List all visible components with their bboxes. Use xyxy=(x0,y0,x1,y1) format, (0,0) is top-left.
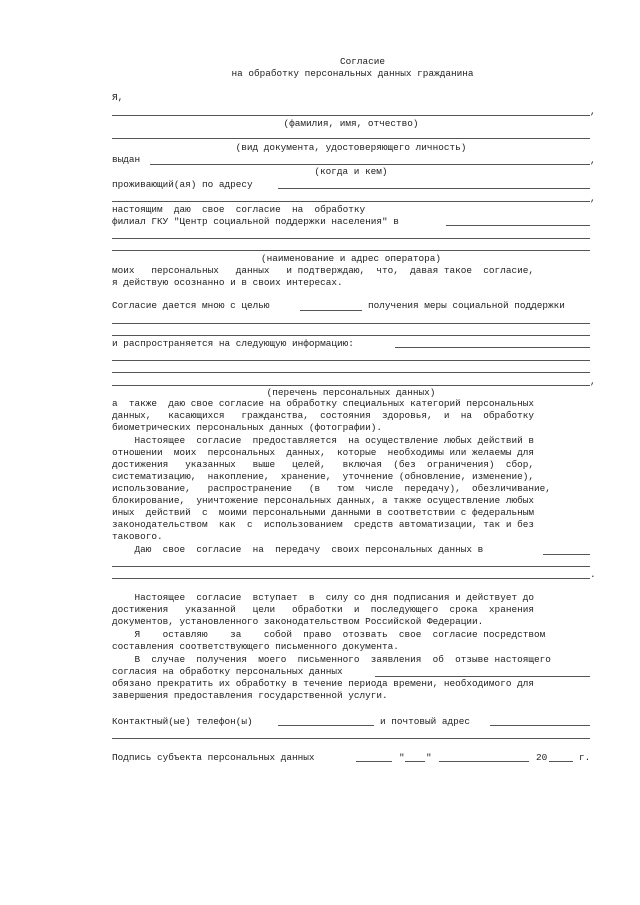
mail-field-2[interactable] xyxy=(112,738,590,739)
fio-caption: (фамилия, имя, отчество) xyxy=(283,118,419,129)
any-line-6: блокирование, уничтожение персональных данных, а также осуществление любых xyxy=(112,495,534,506)
quote-close: " xyxy=(426,752,432,763)
signature-label: Подпись субъекта персональных данных xyxy=(112,752,315,763)
year-prefix: 20 xyxy=(536,752,548,763)
any-line-1: Настоящее согласие предоставляется на осуществление любых действий в xyxy=(112,435,534,446)
signature-field[interactable] xyxy=(356,761,392,762)
any-line-2: отношении моих персональных данных, которые необходимы или желаемы для xyxy=(112,447,534,458)
any-line-3: достижения указанных выше целей, включая (без ограничения) сбор, xyxy=(112,459,534,470)
consent-line-2: филиал ГКУ "Центр социальной поддержки населения" в xyxy=(112,216,399,227)
transfer-blank[interactable] xyxy=(543,554,590,555)
purpose-tail: получения меры социальной поддержки xyxy=(368,300,565,311)
address-line-2[interactable] xyxy=(112,201,590,202)
year-suffix: г. xyxy=(579,752,591,763)
info-line-1[interactable] xyxy=(395,347,590,348)
phone-field[interactable] xyxy=(278,725,374,726)
pd-line-2: я действую осознанно и в своих интересах. xyxy=(112,277,343,288)
case-line-3: обязано прекратить их обработку в течение периода времени, необходимого для xyxy=(112,678,534,689)
comma: , xyxy=(590,155,596,166)
valid-line-1: Настоящее согласие вступает в силу со дня подписания и действует до xyxy=(112,592,534,603)
any-line-8: законодательством как с использованием средств автоматизации, так и без xyxy=(112,519,534,530)
operator-line-3[interactable] xyxy=(112,250,590,251)
any-line-9: такового. xyxy=(112,531,163,542)
special-line-3: биометрических персональных данных (фотографии). xyxy=(112,422,383,433)
consent-line-1: настоящим даю свое согласие на обработку xyxy=(112,204,366,215)
operator-line-2[interactable] xyxy=(112,238,590,239)
purpose-line-1[interactable] xyxy=(112,323,590,324)
case-blank[interactable] xyxy=(375,676,590,677)
info-line-3[interactable] xyxy=(112,372,590,373)
day-field[interactable] xyxy=(405,761,425,762)
comma: , xyxy=(590,376,596,387)
any-line-7: иных действий с моими персональными данными в соответствии с федеральным xyxy=(112,507,534,518)
when-caption: (когда и кем) xyxy=(314,166,388,177)
address-line-1[interactable] xyxy=(278,188,590,189)
doc-caption: (вид документа, удостоверяющего личность) xyxy=(235,142,467,153)
spread-label: и распространяется на следующую информацию: xyxy=(112,338,354,349)
mail-field-1[interactable] xyxy=(490,725,590,726)
year-field[interactable] xyxy=(549,761,573,762)
fio-line[interactable] xyxy=(112,115,590,116)
valid-line-2: достижения указанной цели обработки и последующего срока хранения xyxy=(112,604,534,615)
any-line-5: использование, распространение (в том числе передачу), обезличивание, xyxy=(112,483,551,494)
comma: , xyxy=(590,106,596,117)
doc-line[interactable] xyxy=(112,138,590,139)
period: . xyxy=(590,569,596,580)
info-line-4[interactable] xyxy=(112,385,590,386)
special-line-1: а также даю свое согласие на обработку специальных категорий персональных xyxy=(112,398,534,409)
form-title: Согласие xyxy=(339,56,385,67)
comma: , xyxy=(590,193,596,204)
special-line-2: данных, касающихся гражданства, состояния здоровья, и на обработку xyxy=(112,410,534,421)
residing-label: проживающий(ая) по адресу xyxy=(112,179,253,190)
case-line-1: В случае получения моего письменного заявления об отзыве настоящего xyxy=(112,654,551,665)
revoke-line-2: составления соответствующего письменного документа. xyxy=(112,641,399,652)
case-line-4: завершения предоставления государственной услуги. xyxy=(112,690,388,701)
purpose-label: Согласие дается мною с целью xyxy=(112,300,270,311)
purpose-line-2[interactable] xyxy=(112,335,590,336)
form-subtitle: на обработку персональных данных гражданина xyxy=(231,68,474,79)
transfer-line-3[interactable] xyxy=(112,578,590,579)
transfer-line-2[interactable] xyxy=(112,566,590,567)
issued-label: выдан xyxy=(112,154,141,165)
valid-line-3: документов, установленного законодательством Российской Федерации. xyxy=(112,616,484,627)
purpose-blank[interactable] xyxy=(300,310,362,311)
pd-line-1: моих персональных данных и подтверждаю, что, давая такое согласие, xyxy=(112,265,534,276)
case-line-2: согласия на обработку персональных данных xyxy=(112,666,343,677)
quote-open: " xyxy=(399,752,405,763)
month-field[interactable] xyxy=(439,761,529,762)
info-line-2[interactable] xyxy=(112,360,590,361)
mail-label: и почтовый адрес xyxy=(380,716,471,727)
transfer-line: Даю свое согласие на передачу своих персональных данных в xyxy=(112,544,484,555)
list-caption: (перечень персональных данных) xyxy=(266,387,436,398)
ya-label: Я, xyxy=(112,92,124,103)
operator-line-1[interactable] xyxy=(446,225,590,226)
operator-caption: (наименование и адрес оператора) xyxy=(260,253,442,264)
any-line-4: систематизацию, накопление, хранение, уточнение (обновление, изменение), xyxy=(112,471,534,482)
revoke-line-1: Я оставляю за собой право отозвать свое согласие посредством xyxy=(112,629,546,640)
issued-line[interactable] xyxy=(150,164,590,165)
phone-label: Контактный(ые) телефон(ы) xyxy=(112,716,253,727)
